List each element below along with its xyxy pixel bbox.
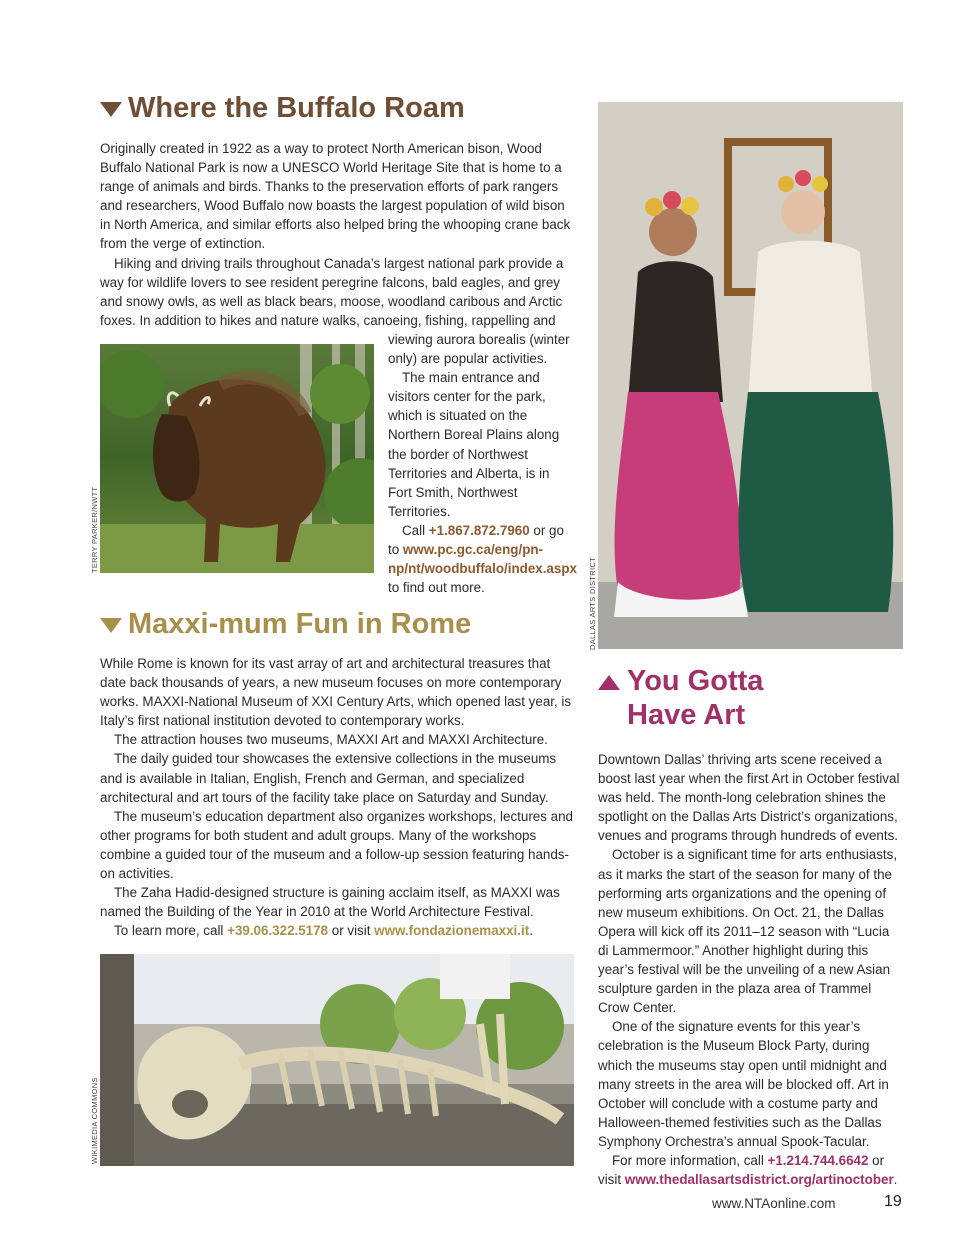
section2-para5: The Zaha Hadid-designed structure is gaining acclaim itself, as MAXXI was named the Building of the Year in 2010 at the World Architecture Festival. <box>100 885 560 920</box>
section3-body <box>598 750 903 1189</box>
section2-title: Maxxi-mum Fun in Rome <box>128 608 472 640</box>
park-website-link[interactable]: www.pc.gc.ca/eng/pn-np/nt/woodbuffalo/index.aspx <box>388 542 577 577</box>
section3-heading <box>598 664 763 732</box>
section3-title-line2: Have Art <box>627 699 746 731</box>
section2-para1: While Rome is known for its vast array of art and architectural treasures that date back thousands of years, a new museum focuses on more contemporary works. MAXXI-National Museum of XXI Century Arts, which opened last year, is Italy’s first national institution devoted to contemporary works. <box>100 656 572 729</box>
section2-para3: The daily guided tour showcases the extensive collections in the museums and is available in Italian, English, French and German, and specialized architectural and art tours of the facility take place on Saturday and Sunday. <box>100 751 557 805</box>
section3-photo-credit: DALLAS ARTS DISTRICT <box>588 557 597 650</box>
section2-photo-credit: WIKIMEDIA COMMONS <box>90 1077 99 1164</box>
maxxi-website-link[interactable]: www.fondazionemaxxi.it <box>374 923 530 939</box>
section3-title-line1: You Gotta <box>627 665 764 697</box>
triangle-up-icon <box>598 675 620 690</box>
triangle-down-icon <box>100 618 122 633</box>
section1-para2: Hiking and driving trails throughout Canada’s largest national park provide a way for wildlife lovers to see resident peregrine falcons, bald eagles, and grey and snowy owls, as well as black bears, moose, woodland caribous and Arctic foxes. In addition to hikes and nature walks, canoeing, fishing, rappelling and <box>100 255 564 328</box>
section2-learn: To learn more, call +39.06.322.5178 or visit www.fondazionemaxxi.it. <box>114 923 533 939</box>
section1-title: Where the Buffalo Roam <box>128 92 465 124</box>
section3-title-line2-row <box>598 698 763 732</box>
section2-para2: The attraction houses two museums, MAXXI Art and MAXXI Architecture. <box>114 732 548 748</box>
sculpture-photo <box>100 954 574 1166</box>
section1-photo-credit: TERRY PARKER/NWTT <box>90 486 99 573</box>
section3-title-line1-row <box>598 664 763 698</box>
section3-para2: October is a significant time for arts enthusiasts, as it marks the start of the season for many of the performing arts organizations and the opening of new museum exhibitions. On Oct. 21, the Dallas Opera will kick off its 2011–12 season with “Lucia di Lammermoor.” Another highlight during this year’s festival will be the unveiling of a new Asian sculpture garden in the plaza area of Trammel Crow Center. <box>598 847 898 1016</box>
section3-info: For more information, call +1.214.744.6642 or visit www.thedallasartsdistrict.org/artinoctober. <box>598 1152 898 1188</box>
section2-para4: The museum’s education department also organizes workshops, lectures and other programs for both student and adult groups. Many of the workshops combine a guided tour of the museum and a follow-up session featuring hands-on activities. <box>100 808 574 882</box>
phone-link[interactable]: +1.867.872.7960 <box>428 522 530 538</box>
section1-para2-cont: viewing aurora borealis (winter only) are popular activities. <box>388 332 570 367</box>
section1-call: Call +1.867.872.7960 or go to www.pc.gc.ca/eng/pn-np/nt/woodbuffalo/index.aspx to find out more. <box>388 522 577 596</box>
section1-para3: The main entrance and visitors center for the park, which is situated on the Northern Boreal Plains along the border of Northwest Territories and Alberta, is in Fort Smith, Northwest Territories. <box>388 370 560 519</box>
section2-heading <box>100 607 471 641</box>
section1-body <box>100 139 574 330</box>
section1-heading <box>100 91 465 125</box>
section1-para1: Originally created in 1922 as a way to protect North American bison, Wood Buffalo National Park is now a UNESCO World Heritage Site that is home to a range of animals and birds. Thanks to the preservation efforts of park rangers and researchers, Wood Buffalo now boasts the largest population of wild bison in North America, and similar efforts also helped bring the whooping crane back from the verge of extinction. <box>100 141 571 252</box>
phone-link[interactable]: +1.214.744.6642 <box>767 1152 869 1168</box>
section1-side-column <box>388 330 577 597</box>
section3-para3: One of the signature events for this year’s celebration is the Museum Block Party, during which the museums stay open until midnight and many streets in the area will be blocked off. Art in October will conclude with a costume party and Halloween-themed festivities such as the Dallas Symphony Orchestra’s annual Spook-Tacular. <box>598 1019 889 1149</box>
section2-body <box>100 654 574 940</box>
footer-site: www.NTAonline.com <box>712 1196 836 1211</box>
arts-district-website-link[interactable]: www.thedallasartsdistrict.org/artinoctober <box>624 1172 894 1188</box>
page-number: 19 <box>884 1193 902 1210</box>
costume-photo <box>598 102 903 649</box>
triangle-down-icon <box>100 102 122 117</box>
phone-link[interactable]: +39.06.322.5178 <box>227 923 329 939</box>
bison-photo <box>100 344 374 573</box>
section3-para1: Downtown Dallas’ thriving arts scene received a boost last year when the first Art in October festival was held. The month-long celebration shines the spotlight on the Dallas Arts District’s organizations, venues and programs through hundreds of events. <box>598 752 900 844</box>
